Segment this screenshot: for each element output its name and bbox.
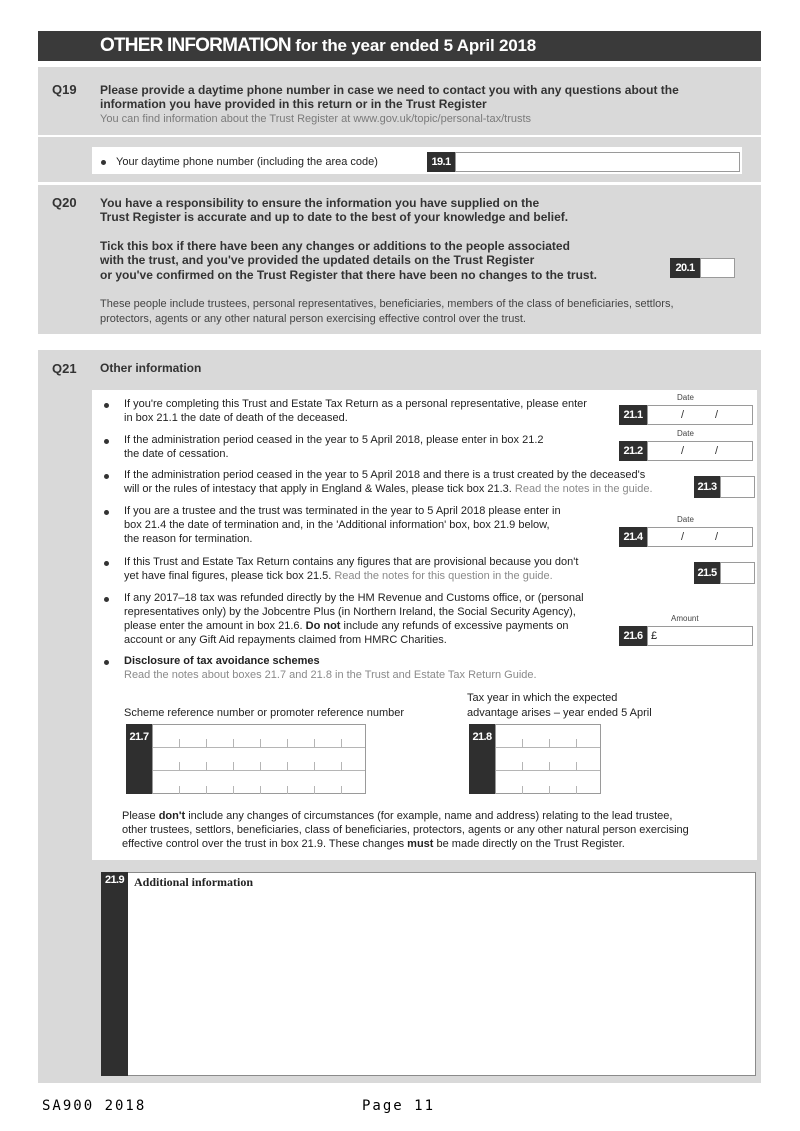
bullet-icon bbox=[104, 660, 109, 665]
trust-register-notice-line2: other trustees, settlors, beneficiaries, class of beneficiaries, protectors, agents or any other natural person exercising bbox=[122, 824, 689, 836]
tax-year-row-1[interactable] bbox=[496, 725, 600, 748]
bullet-icon bbox=[104, 510, 109, 515]
tax-refund-amount-input[interactable] bbox=[647, 626, 753, 646]
date-separator: / bbox=[681, 531, 685, 543]
trust-register-notice-line1 bbox=[122, 809, 672, 823]
date-separator: / bbox=[715, 531, 719, 543]
bullet-icon bbox=[101, 160, 106, 165]
item-21-5-line2 bbox=[124, 569, 553, 583]
bullet-icon bbox=[104, 561, 109, 566]
box-21-8-number: 21.8 bbox=[469, 724, 495, 794]
item-21-3-guide-note: Read the notes in the guide. bbox=[514, 483, 653, 495]
q19-question-line1: Please provide a daytime phone number in case we need to contact you with any questions about the bbox=[100, 83, 679, 97]
box-20-1-number: 20.1 bbox=[670, 258, 700, 278]
phone-label: Your daytime phone number (including the area code) bbox=[116, 156, 378, 168]
box-21-1-number: 21.1 bbox=[619, 405, 647, 425]
bullet-icon bbox=[104, 439, 109, 444]
date-of-death-input[interactable] bbox=[647, 405, 753, 425]
item-21-5-guide-note: Read the notes for this question in the guide. bbox=[334, 570, 553, 582]
box-21-9-number: 21.9 bbox=[104, 874, 124, 886]
scheme-reference-row-2[interactable] bbox=[153, 748, 365, 771]
provisional-figures-checkbox[interactable] bbox=[720, 562, 755, 584]
q20-line4: with the trust, and you've provided the updated details on the Trust Register bbox=[100, 253, 535, 267]
notice-text: include any changes of circumstances (for example, name and address) relating to the lead trustee, bbox=[188, 810, 673, 822]
item-21-6-line1: If any 2017–18 tax was refunded directly by the HM Revenue and Customs office, or (personal bbox=[124, 592, 584, 604]
section-header bbox=[38, 31, 761, 61]
q20-line3: Tick this box if there have been any changes or additions to the people associated bbox=[100, 239, 570, 253]
item-21-6-text: include any refunds of excessive payments on bbox=[343, 620, 569, 632]
box-21-2-number: 21.2 bbox=[619, 441, 647, 461]
notice-text: Please bbox=[122, 810, 156, 822]
scheme-reference-row-3[interactable] bbox=[153, 771, 365, 794]
box-21-7-number: 21.7 bbox=[126, 724, 152, 794]
amount-label: Amount bbox=[671, 614, 699, 623]
bullet-icon bbox=[104, 597, 109, 602]
bullet-icon bbox=[104, 474, 109, 479]
item-21-3-line1: If the administration period ceased in the year to 5 April 2018 and there is a trust created by the deceased's bbox=[124, 469, 646, 481]
q19-note: You can find information about the Trust Register at www.gov.uk/topic/personal-tax/trusts bbox=[100, 113, 532, 125]
date-label: Date bbox=[677, 429, 694, 438]
item-21-4-line3: the reason for termination. bbox=[124, 533, 253, 545]
q20-line5: or you've confirmed on the Trust Register that there have been no changes to the trust. bbox=[100, 268, 597, 282]
additional-information-label: Additional information bbox=[134, 875, 254, 889]
disclosure-title: Disclosure of tax avoidance schemes bbox=[124, 655, 320, 667]
scheme-reference-row-1[interactable] bbox=[153, 725, 365, 748]
tax-year-row-2[interactable] bbox=[496, 748, 600, 771]
item-21-1-line2: in box 21.1 the date of death of the deceased. bbox=[124, 412, 348, 424]
item-21-5-text: yet have final figures, please tick box 21.5. bbox=[124, 570, 332, 582]
date-label: Date bbox=[677, 515, 694, 524]
tax-year-label-line1: Tax year in which the expected bbox=[467, 692, 618, 704]
tax-year-label-line2: advantage arises – year ended 5 April bbox=[467, 707, 652, 719]
trust-created-checkbox[interactable] bbox=[720, 476, 755, 498]
item-21-6-line4: account or any Gift Aid repayments claimed from HMRC Charities. bbox=[124, 634, 447, 646]
item-21-3-line2 bbox=[124, 482, 653, 496]
box-21-4-number: 21.4 bbox=[619, 527, 647, 547]
q20-line2: Trust Register is accurate and up to date to the best of your knowledge and belief. bbox=[100, 210, 569, 224]
date-separator: / bbox=[715, 445, 719, 457]
page-number: Page 11 bbox=[362, 1098, 436, 1114]
scheme-reference-grid bbox=[152, 724, 366, 794]
item-21-2-line2: the date of cessation. bbox=[124, 448, 229, 460]
item-21-4-line2: box 21.4 the date of termination and, in the 'Additional information' box, box 21.9 below, bbox=[124, 519, 550, 531]
item-21-1-line1: If you're completing this Trust and Estate Tax Return as a personal representative, please enter bbox=[124, 398, 587, 410]
tax-year-row-3[interactable] bbox=[496, 771, 600, 794]
date-separator: / bbox=[715, 409, 719, 421]
disclosure-note: Read the notes about boxes 21.7 and 21.8 in the Trust and Estate Tax Return Guide. bbox=[124, 669, 537, 681]
additional-information-box[interactable] bbox=[101, 872, 756, 1076]
trust-register-notice-line3 bbox=[122, 837, 625, 851]
item-21-2-line1: If the administration period ceased in the year to 5 April 2018, please enter in box 21.2 bbox=[124, 434, 544, 446]
form-code: SA900 2018 bbox=[42, 1098, 147, 1114]
section-title-rest: for the year ended 5 April 2018 bbox=[295, 36, 537, 55]
pound-symbol: £ bbox=[651, 630, 658, 642]
item-21-5-line1: If this Trust and Estate Tax Return contains any figures that are provisional because you don't bbox=[124, 556, 579, 568]
q20-number: Q20 bbox=[52, 195, 77, 210]
box-21-6-number: 21.6 bbox=[619, 626, 647, 646]
item-21-4-line1: If you are a trustee and the trust was terminated in the year to 5 April 2018 please enter in bbox=[124, 505, 561, 517]
q20-line1: You have a responsibility to ensure the information you have supplied on the bbox=[100, 196, 540, 210]
item-21-6-emphasis: Do not bbox=[305, 620, 341, 632]
box-19-1-number: 19.1 bbox=[427, 152, 455, 172]
notice-text: be made directly on the Trust Register. bbox=[436, 838, 625, 850]
date-separator: / bbox=[681, 445, 685, 457]
date-of-termination-input[interactable] bbox=[647, 527, 753, 547]
date-of-cessation-input[interactable] bbox=[647, 441, 753, 461]
q19-number: Q19 bbox=[52, 82, 77, 97]
item-21-3-text: will or the rules of intestacy that apply in England & Wales, please tick box 21.3. bbox=[124, 483, 512, 495]
item-21-6-line2: representatives only) by the Jobcentre Plus (in Northern Ireland, the Social Security Agency), bbox=[124, 606, 576, 618]
date-label: Date bbox=[677, 393, 694, 402]
q20-paragraph-line1: These people include trustees, personal representatives, beneficiaries, members of the class of beneficiaries, settlors, bbox=[100, 298, 674, 310]
date-separator: / bbox=[681, 409, 685, 421]
notice-text: effective control over the trust in box 21.9. These changes bbox=[122, 838, 405, 850]
q21-title: Other information bbox=[100, 361, 202, 375]
box-21-9-bar bbox=[101, 872, 128, 1076]
section-title bbox=[100, 35, 536, 57]
box-21-5-number: 21.5 bbox=[694, 562, 720, 584]
item-21-6-text: please enter the amount in box 21.6. bbox=[124, 620, 303, 632]
trust-register-changes-checkbox[interactable] bbox=[700, 258, 735, 278]
bullet-icon bbox=[104, 403, 109, 408]
scheme-reference-label: Scheme reference number or promoter reference number bbox=[124, 707, 405, 719]
notice-emphasis: must bbox=[407, 838, 434, 850]
tax-year-grid bbox=[495, 724, 601, 794]
q21-number: Q21 bbox=[52, 361, 77, 376]
daytime-phone-input[interactable] bbox=[455, 152, 740, 172]
box-21-3-number: 21.3 bbox=[694, 476, 720, 498]
q19-question-line2: information you have provided in this return or in the Trust Register bbox=[100, 97, 487, 111]
notice-emphasis: don't bbox=[158, 810, 186, 822]
section-title-bold: OTHER INFORMATION bbox=[100, 35, 291, 56]
q20-paragraph-line2: protectors, agents or any other natural person exercising effective control over the trust. bbox=[100, 313, 526, 325]
item-21-6-line3 bbox=[124, 619, 569, 633]
